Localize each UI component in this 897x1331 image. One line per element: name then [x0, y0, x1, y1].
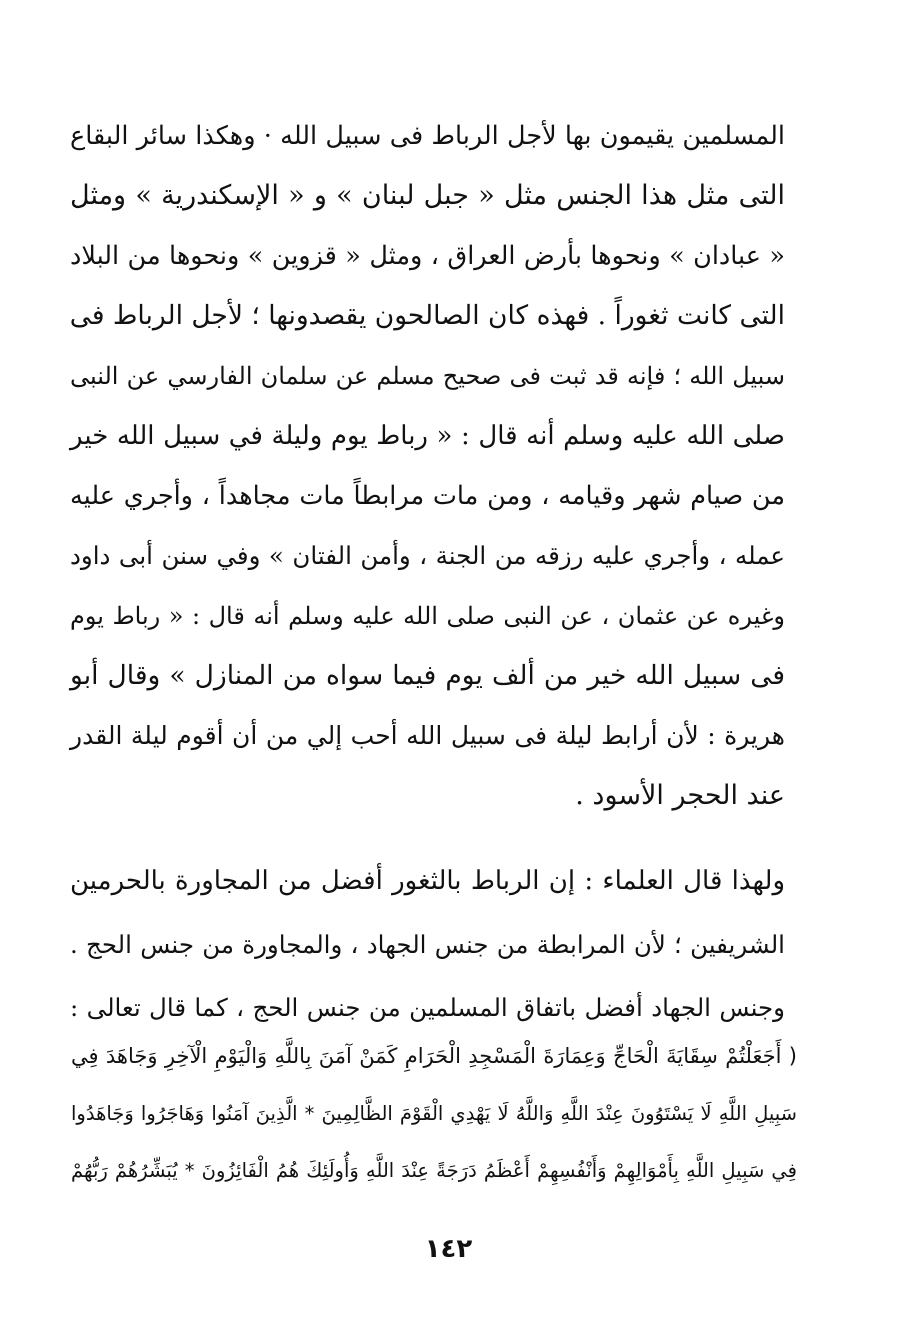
text-line: وجنس الجهاد أفضل باتفاق المسلمين من جنس الحج ، كما قال تعالى :	[70, 993, 785, 1022]
quran-line: فِي سَبِيلِ اللَّهِ بِأَمْوَالِهِمْ وَأَنْفُسِهِمْ أَعْظَمُ دَرَجَةً عِنْدَ اللَّهِ وَأُولَئِكَ هُمُ الْفَائِزُونَ * يُبَشِّرُهُمْ رَبُّهُمْ	[71, 1159, 797, 1182]
quran-line: ( أَجَعَلْتُمْ سِقَايَةَ الْحَاجِّ وَعِمَارَةَ الْمَسْجِدِ الْحَرَامِ كَمَنْ آمَنَ بِاللَّهِ وَالْيَوْمِ الْآخِرِ وَجَاهَدَ فِي	[71, 1044, 797, 1068]
paragraph-ulama	[70, 850, 785, 1039]
text-line: من صيام شهر وقيامه ، ومن مات مرابطاً مات مجاهداً ، وأجري عليه	[70, 481, 785, 511]
text-line: « عبادان » ونحوها بأرض العراق ، ومثل « قزوين » ونحوها من البلاد	[70, 241, 785, 271]
text-line: صلى الله عليه وسلم أنه قال : « رباط يوم وليلة في سبيل الله خير	[70, 421, 785, 451]
quran-verse-block	[71, 1028, 797, 1199]
text-line: التى مثل هذا الجنس مثل « جبل لبنان » و « الإسكندرية » ومثل	[70, 180, 785, 211]
text-line: عند الحجر الأسود .	[575, 780, 785, 811]
text-line: هريرة : لأن أرابط ليلة فى سبيل الله أحب إلي من أن أقوم ليلة القدر	[70, 721, 785, 750]
text-line: عمله ، وأجري عليه رزقه من الجنة ، وأمن الفتان » وفي سنن أبى داود	[70, 541, 785, 570]
text-line: التى كانت ثغوراً . فهذه كان الصالحون يقصدونها ؛ لأجل الرباط فى	[69, 300, 785, 331]
page-number: ١٤٢	[424, 1234, 473, 1264]
quran-line: سَبِيلِ اللَّهِ لَا يَسْتَوُونَ عِنْدَ اللَّهِ وَاللَّهُ لَا يَهْدِي الْقَوْمَ الظَّالِمِينَ * الَّذِينَ آمَنُوا وَهَاجَرُوا وَجَاهَدُوا	[71, 1102, 797, 1125]
paragraph-ribat	[70, 106, 785, 826]
text-line: ولهذا قال العلماء : إن الرباط بالثغور أفضل من المجاورة بالحرمين	[70, 866, 785, 896]
text-line: وغيره عن عثمان ، عن النبى صلى الله عليه وسلم أنه قال : « رباط يوم	[70, 602, 786, 630]
text-line: المسلمين يقيمون بها لأجل الرباط فى سبيل الله · وهكذا سائر البقاع	[70, 121, 785, 151]
text-line: فى سبيل الله خير من ألف يوم فيما سواه من المنازل » وقال أبو	[70, 660, 785, 691]
text-line: سبيل الله ؛ فإنه قد ثبت فى صحيح مسلم عن سلمان الفارسي عن النبى	[70, 362, 785, 390]
text-line: الشريفين ؛ لأن المرابطة من جنس الجهاد ، والمجاورة من جنس الحج .	[70, 930, 785, 959]
